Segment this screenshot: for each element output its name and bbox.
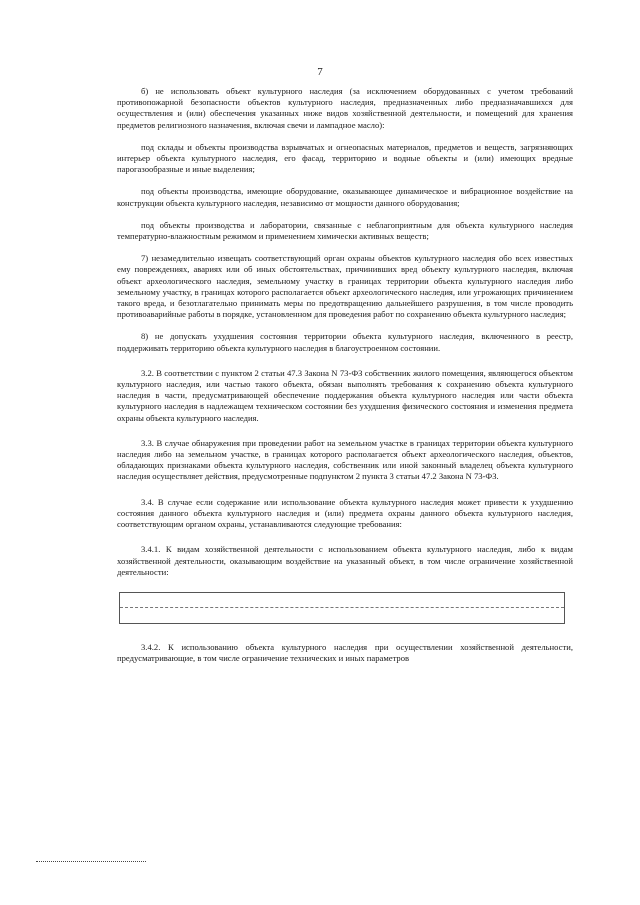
- restrictions-table-box: [119, 592, 565, 624]
- paragraph-3-3: 3.3. В случае обнаружения при проведении работ на земельном участке в границах территории объекта культурного наследия либо на земельном участке, в границах которого располагается объект археологического наследия, объектов, обладающих признаками объекта культурного наследия, собственник или иной законный владелец объекта культурного наследия осуществляет действия, предусмотренные подпунктом 2 пункта 3 статьи 47.2 Закона N 73-ФЗ.: [117, 437, 573, 482]
- table-dashed-divider: [120, 607, 564, 608]
- paragraph-3-4-1: 3.4.1. К видам хозяйственной деятельности с использованием объекта культурного наследия, либо к видам хозяйственной деятельности, оказывающим воздействие на указанный объект, в том числе ограничение хозяйственной деятельности:: [117, 544, 573, 577]
- paragraph-3-2: 3.2. В соответствии с пунктом 2 статьи 47.3 Закона N 73-ФЗ собственник жилого помещения, являющегося объектом культурного наследия, или частью такого объекта, обязан выполнять требования к сохранению объекта культурного наследия в части, предусматривающей обеспечение поддержания объекта культурного наследия или части объекта культурного наследия в надлежащем техническом состоянии без ухудшения физического состояния и изменения предмета охраны объекта культурного наследия.: [117, 367, 573, 423]
- paragraph-3-4: 3.4. В случае если содержание или использование объекта культурного наследия может привести к ухудшению состояния данного объекта культурного наследия и (или) предмета охраны данного объекта культурного наследия, соответствующим органом охраны, устанавливаются следующие требования:: [117, 496, 573, 530]
- paragraph-8-territory: 8) не допускать ухудшения состояния территории объекта культурного наследия, включенного в реестр, поддерживать территорию объекта культурного наследия в благоустроенном состоянии.: [117, 331, 573, 353]
- paragraph-warehouses: под склады и объекты производства взрывчатых и огнеопасных материалов, предметов и веществ, загрязняющих интерьер объекта культурного наследия, его фасад, территорию и водные объекты и (или) имеющих вредные парогазообразные и иные выделения;: [117, 141, 573, 175]
- paragraph-7-notify: 7) незамедлительно извещать соответствующий орган охраны объектов культурного наследия обо всех известных ему повреждениях, авариях или об иных обстоятельствах, причинивших вред объекту культурного наследия, включая объект археологического наследия, земельному участку в границах территории объекта культурного наследия либо земельному участку, в границах которого располагается объект археологического наследия, или угрожающих причинением такого вреда, и безотлагательно принимать меры по предотвращению дальнейшего разрушения, в том числе проводить противоаварийные работы в порядке, установленном для проведения работ по сохранению объекта культурного наследия;: [117, 253, 573, 320]
- page-number: 7: [317, 66, 323, 78]
- paragraph-laboratories: под объекты производства и лаборатории, связанные с неблагоприятным для объекта культурного наследия температурно-влажностным режимом и применением химически активных веществ;: [117, 219, 573, 242]
- footer-separator-line: [36, 861, 146, 862]
- paragraph-3-4-2: 3.4.2. К использованию объекта культурного наследия при осуществлении хозяйственной деятельности, предусматривающие, в том числе ограничение технических и иных параметров: [117, 641, 573, 664]
- document-body: [117, 86, 573, 675]
- paragraph-production-vibration: под объекты производства, имеющие оборудование, оказывающее динамическое и вибрационное воздействие на конструкции объекта культурного наследия, независимо от мощности данного оборудования;: [117, 186, 573, 208]
- paragraph-6b: б) не использовать объект культурного наследия (за исключением оборудованных с учетом требований противопожарной безопасности объектов культурного наследия, предназначенных либо предназначавшихся для осуществления и (или) обеспечения указанных ниже видов хозяйственной деятельности, и помещений для хранения предметов религиозного назначения, включая свечи и лампадное масло):: [117, 86, 573, 130]
